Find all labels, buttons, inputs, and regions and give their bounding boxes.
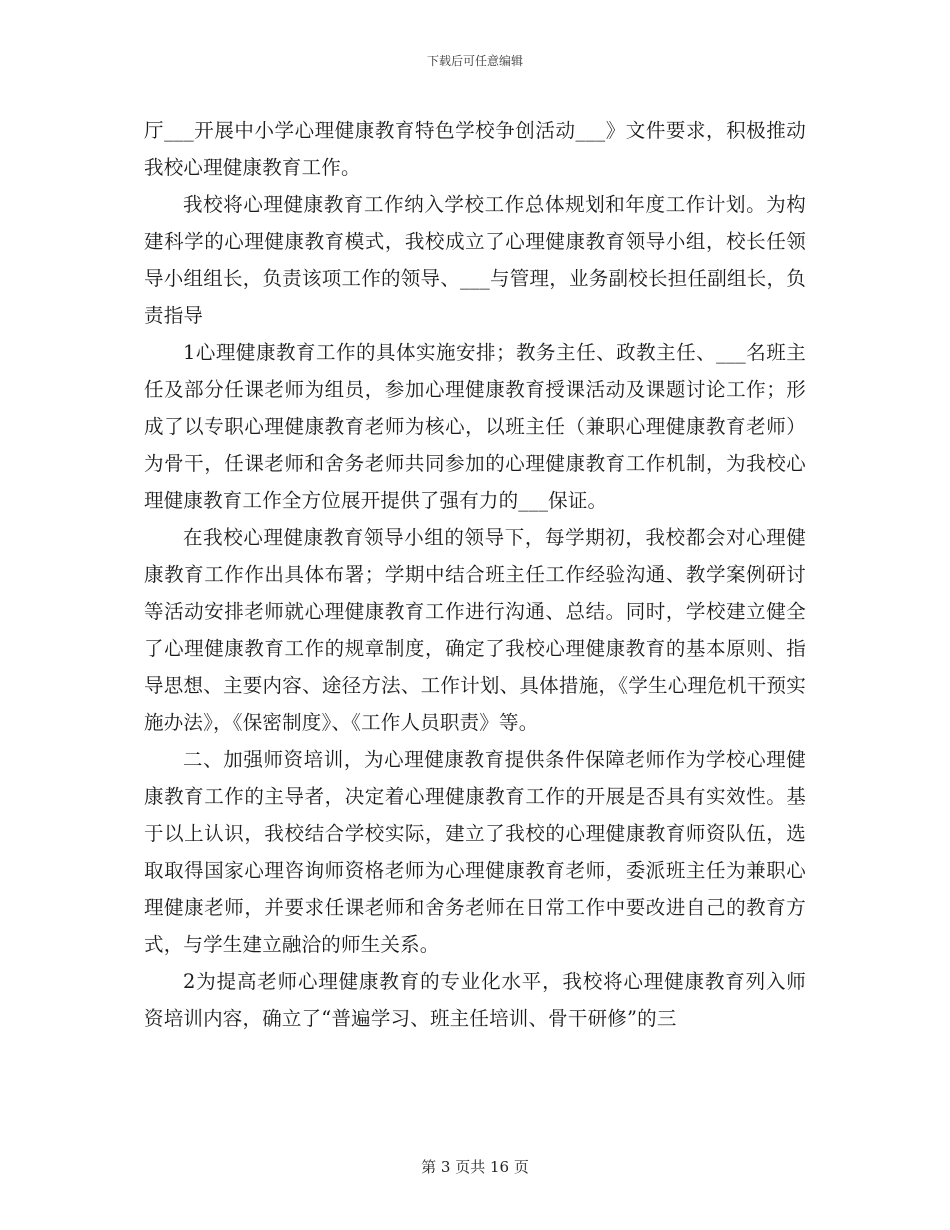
paragraph: 我校将心理健康教育工作纳入学校工作总体规划和年度工作计划。为构建科学的心理健康教育模式，我校成立了心理健康教育领导小组，校长任领导小组组长，负责该项工作的领导、___与管理，业务副校长担任副组长，负责指导	[144, 193, 806, 327]
document-body	[144, 112, 806, 1037]
paragraph: 二、加强师资培训，为心理健康教育提供条件保障老师作为学校心理健康教育工作的主导者，决定着心理健康教育工作的开展是否具有实效性。基于以上认识，我校结合学校实际，建立了我校的心理健康教育师资队伍，选取取得国家心理咨询师资格老师为心理健康教育老师，委派班主任为兼职心理健康老师，并要求任课老师和舍务老师在日常工作中要改进自己的教育方式，与学生建立融洽的师生关系。	[144, 748, 806, 956]
paragraph: 厅___开展中小学心理健康教育特色学校争创活动___》文件要求，积极推动我校心理健康教育工作。	[144, 119, 806, 179]
paragraph: 1心理健康教育工作的具体实施安排；教务主任、政教主任、___名班主任及部分任课老师为组员，参加心理健康教育授课活动及课题讨论工作；形成了以专职心理健康教育老师为核心，以班主任（兼职心理健康教育老师）为骨干，任课老师和舍务老师共同参加的心理健康教育工作机制，为我校心理健康教育工作全方位展开提供了强有力的___保证。	[144, 341, 806, 512]
page-footer: 第 3 页共 16 页	[421, 1158, 529, 1176]
paragraph: 在我校心理健康教育领导小组的领导下，每学期初，我校都会对心理健康教育工作作出具体布署；学期中结合班主任工作经验沟通、教学案例研讨等活动安排老师就心理健康教育工作进行沟通、总结。同时，学校建立健全了心理健康教育工作的规章制度，确定了我校心理健康教育的基本原则、指导思想、主要内容、途径方法、工作计划、具体措施，《学生心理危机干预实施办法》，《保密制度》、《工作人员职责》等。	[144, 526, 806, 734]
page-header: 下载后可任意编辑	[426, 54, 523, 68]
paragraph: 2为提高老师心理健康教育的专业化水平，我校将心理健康教育列入师资培训内容，确立了“普遍学习、班主任培训、骨干研修”的三	[144, 970, 806, 1030]
